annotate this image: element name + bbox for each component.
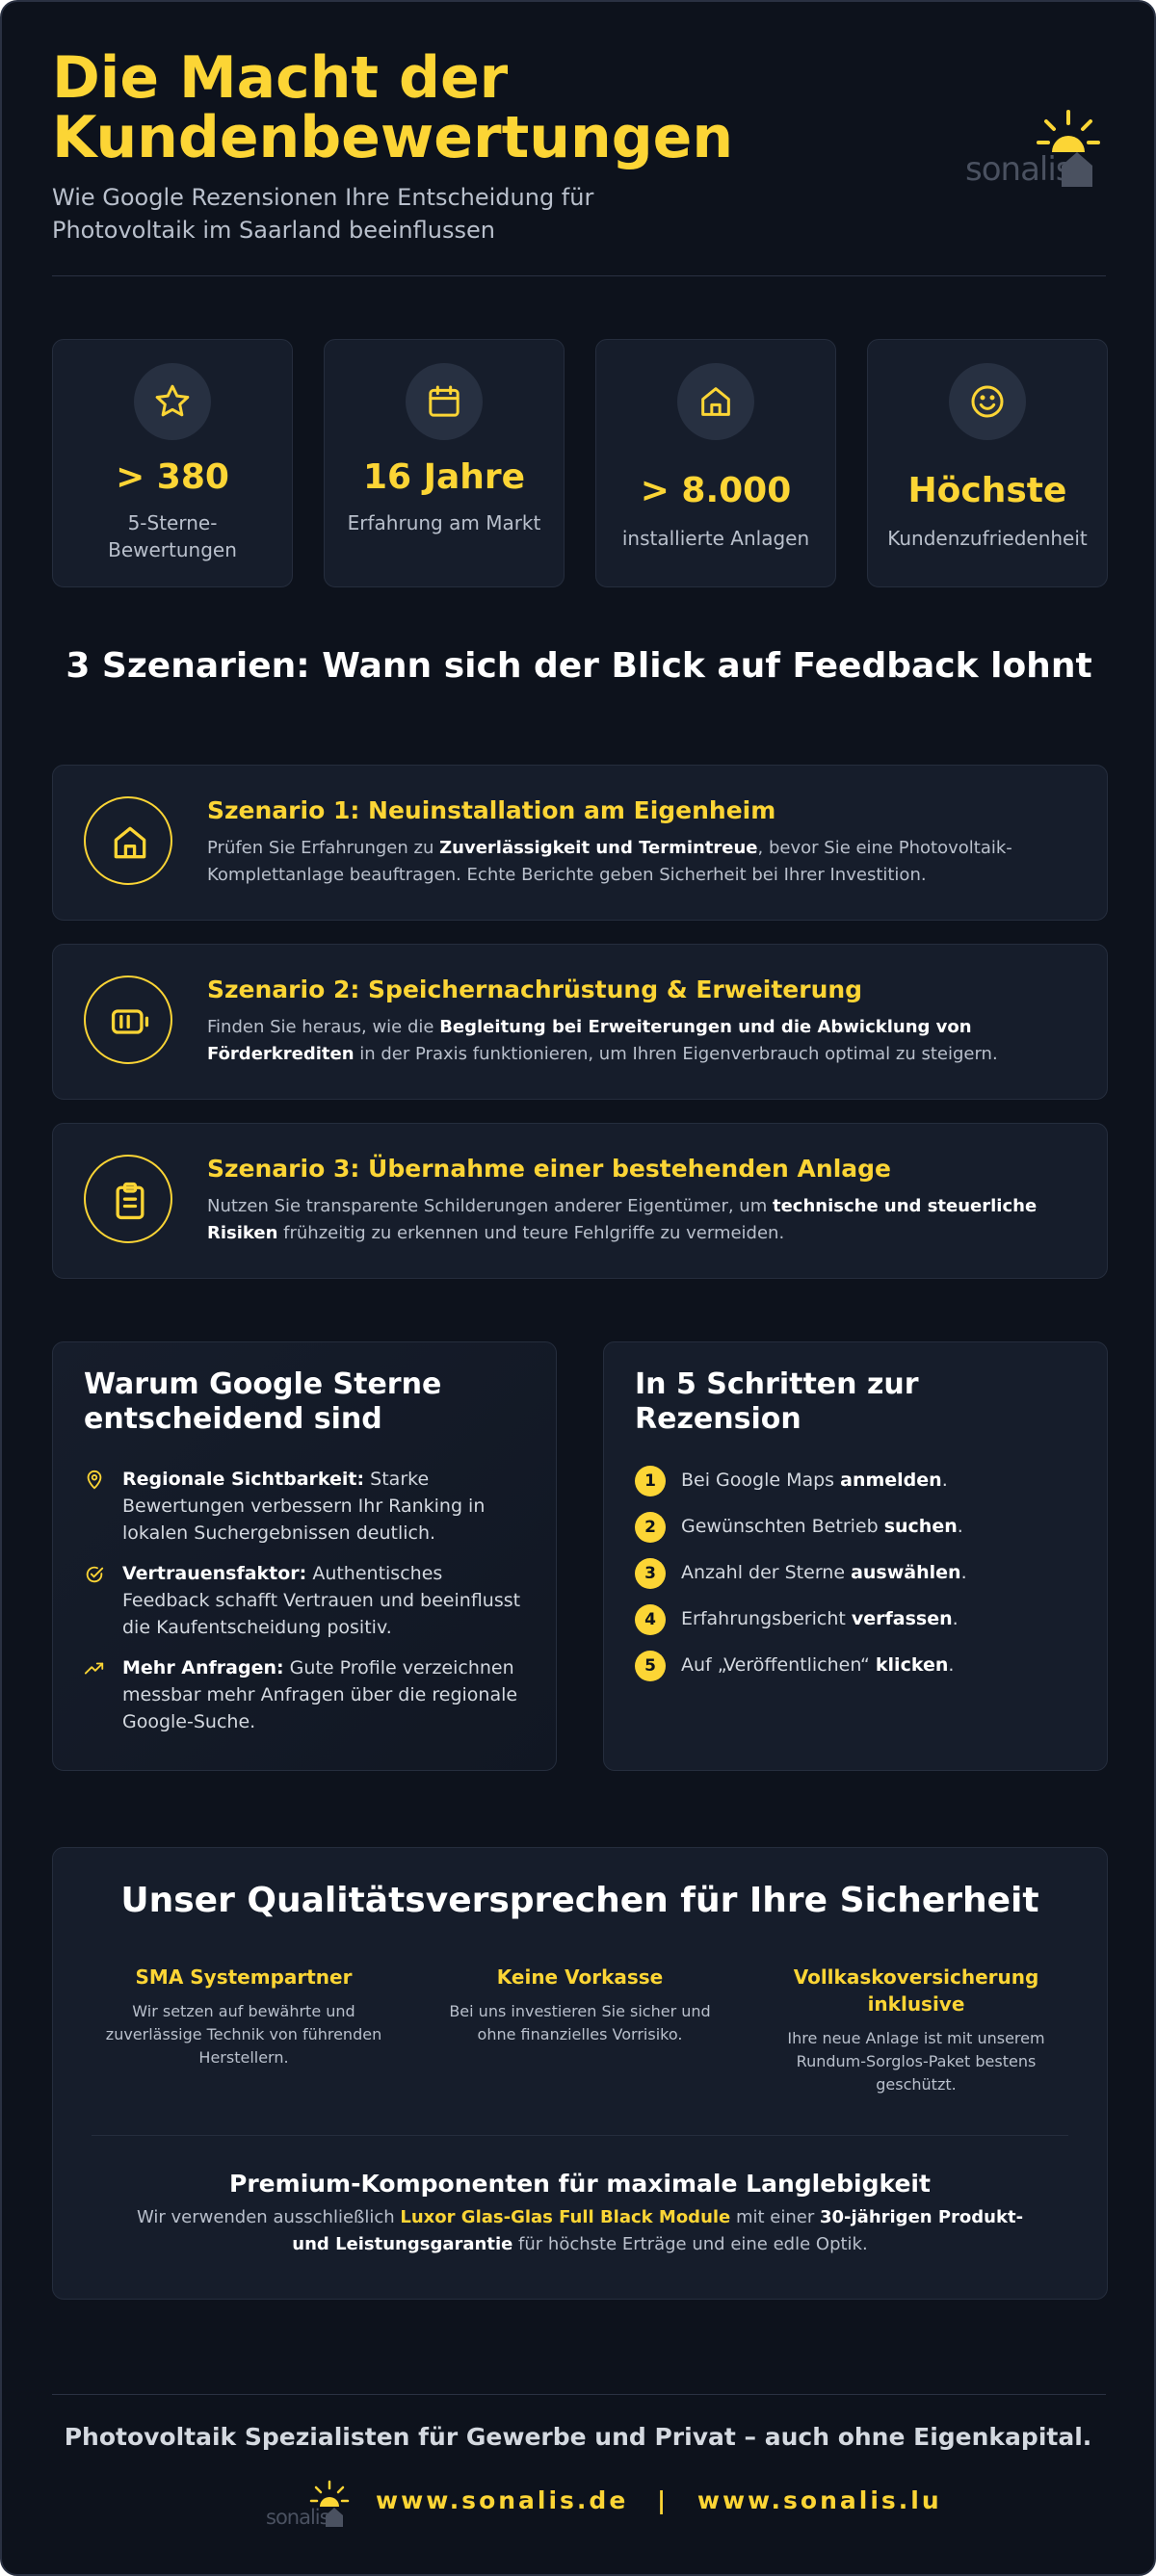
divider xyxy=(92,2135,1068,2136)
check-circle-icon xyxy=(84,1564,105,1585)
star-icon xyxy=(153,382,192,421)
step-number: 3 xyxy=(635,1558,666,1589)
quality-item-title: SMA Systempartner xyxy=(135,1965,353,1989)
divider xyxy=(52,275,1106,276)
scenario-description: Nutzen Sie transparente Schilderungen anderer Eigentümer, um technische und steuerliche Risiken frühzeitig zu erkennen und teure Fehlgriffe zu vermeiden. xyxy=(207,1196,1038,1243)
premium-description: Wir verwenden ausschließlich Luxor Glas-Glas Full Black Module mit einer 30-jährigen Produkt- und Leistungsgarantie für höchste Erträge und eine edle Optik. xyxy=(136,2207,1024,2254)
smiley-icon xyxy=(968,382,1007,421)
step-number: 5 xyxy=(635,1651,666,1681)
quality-item-title: Vollkaskoversicherung inklusive xyxy=(793,1965,1039,2016)
review-steps-card xyxy=(603,1341,1108,1771)
footer-logo xyxy=(266,2479,356,2533)
stat-card-satisfaction xyxy=(867,339,1108,587)
calendar-icon xyxy=(425,382,463,421)
quality-item-text: Ihre neue Anlage ist mit unserem Rundum-Sorglos-Paket bestens geschützt. xyxy=(787,2029,1045,2094)
location-pin-icon xyxy=(84,1470,105,1491)
scenario-title: Szenario 3: Übernahme einer bestehenden Anlage xyxy=(207,1155,891,1183)
scenario-description: Finden Sie heraus, wie die Begleitung bei Erweiterungen und die Abwicklung von Förderkrediten in der Praxis funktionieren, um Ihren Eigenverbrauch optimal zu steigern. xyxy=(207,1017,998,1064)
stat-value: > 380 xyxy=(116,457,229,497)
title-line-1: Die Macht der xyxy=(52,44,509,112)
quality-item-text: Wir setzen auf bewährte und zuverlässige Technik von führenden Herstellern. xyxy=(105,2002,382,2067)
quality-item-sma xyxy=(85,1964,403,2069)
step-number: 4 xyxy=(635,1604,666,1635)
why-item-requests: Mehr Anfragen: Gute Profile verzeichnen messbar mehr Anfragen über die regionale Google-Suche. xyxy=(84,1654,527,1735)
footer-claim: Photovoltaik Spezialisten für Gewerbe und Privat – auch ohne Eigenkapital. xyxy=(64,2423,1092,2451)
step-text: Erfahrungsbericht verfassen. xyxy=(681,1608,959,1629)
stat-value: > 8.000 xyxy=(640,471,792,510)
quality-heading: Unser Qualitätsversprechen für Ihre Sicherheit xyxy=(120,1881,1039,1920)
trending-up-icon xyxy=(84,1658,105,1679)
step-text: Auf „Veröffentlichen“ klicken. xyxy=(681,1654,955,1676)
house-icon xyxy=(109,821,151,864)
quality-item-insurance xyxy=(757,1964,1075,2096)
website-link-de[interactable]: www.sonalis.de xyxy=(376,2486,629,2514)
scenario-title: Szenario 1: Neuinstallation am Eigenheim xyxy=(207,796,776,824)
steps-heading: In 5 Schritten zur Rezension xyxy=(635,1367,919,1436)
house-icon xyxy=(696,382,735,421)
step-text: Gewünschten Betrieb suchen. xyxy=(681,1516,963,1537)
premium-title: Premium-Komponenten für maximale Langlebigkeit xyxy=(229,2170,931,2198)
battery-icon xyxy=(109,1001,151,1043)
stat-label: installierte Anlagen xyxy=(621,527,810,550)
stat-label: Erfahrung am Markt xyxy=(347,511,541,534)
why-heading: Warum Google Sterne entscheidend sind xyxy=(84,1367,442,1436)
sonalis-logo xyxy=(965,106,1110,193)
scenario-card-3 xyxy=(52,1123,1108,1279)
quality-item-text: Bei uns investieren Sie sicher und ohne finanzielles Vorrisiko. xyxy=(449,2002,711,2043)
stat-value: Höchste xyxy=(907,471,1067,510)
website-link-lu[interactable]: www.sonalis.lu xyxy=(696,2486,942,2514)
why-item-visibility: Regionale Sichtbarkeit: Starke Bewertungen verbessern Ihr Ranking in lokalen Suchergebnissen deutlich. xyxy=(84,1466,527,1547)
scenario-card-1 xyxy=(52,765,1108,921)
logo-wordmark: sonalis xyxy=(965,150,1072,189)
why-google-stars-card xyxy=(52,1341,557,1771)
step-text: Bei Google Maps anmelden. xyxy=(681,1470,948,1491)
scenarios-heading: 3 Szenarien: Wann sich der Blick auf Feedback lohnt xyxy=(66,646,1092,686)
quality-item-title: Keine Vorkasse xyxy=(496,1965,664,1989)
stat-value: 16 Jahre xyxy=(362,457,526,497)
stat-card-experience xyxy=(324,339,565,587)
page-title xyxy=(52,44,734,171)
scenario-title: Szenario 2: Speichernachrüstung & Erweiterung xyxy=(207,976,863,1003)
title-line-2: Kundenbewertungen xyxy=(52,104,734,171)
quality-promise-card xyxy=(52,1847,1108,2300)
stat-card-reviews xyxy=(52,339,293,587)
step-text: Anzahl der Sterne auswählen. xyxy=(681,1562,967,1583)
step-number: 1 xyxy=(635,1466,666,1496)
quality-item-no-prepayment xyxy=(421,1964,739,2046)
step-number: 2 xyxy=(635,1512,666,1543)
stat-card-installations xyxy=(595,339,836,587)
scenario-card-2 xyxy=(52,944,1108,1100)
stat-label: Kundenzufriedenheit xyxy=(887,527,1088,550)
link-separator: | xyxy=(657,2486,670,2514)
stat-label: 5-Sterne-Bewertungen xyxy=(108,511,237,561)
divider xyxy=(52,2394,1106,2395)
page-subtitle: Wie Google Rezensionen Ihre Entscheidung für Photovoltaik im Saarland beeinflussen xyxy=(52,184,594,244)
logo-wordmark: sonalis xyxy=(266,2506,329,2529)
why-item-trust: Vertrauensfaktor: Authentisches Feedback schafft Vertrauen und beeinflusst die Kaufentscheidung positiv. xyxy=(84,1560,527,1641)
clipboard-icon xyxy=(109,1180,151,1222)
scenario-description: Prüfen Sie Erfahrungen zu Zuverlässigkeit und Termintreue, bevor Sie eine Photovoltaik-Komplettanlage beauftragen. Echte Berichte geben Sicherheit bei Ihrer Investition. xyxy=(207,838,1012,885)
footer-links xyxy=(376,2486,942,2514)
